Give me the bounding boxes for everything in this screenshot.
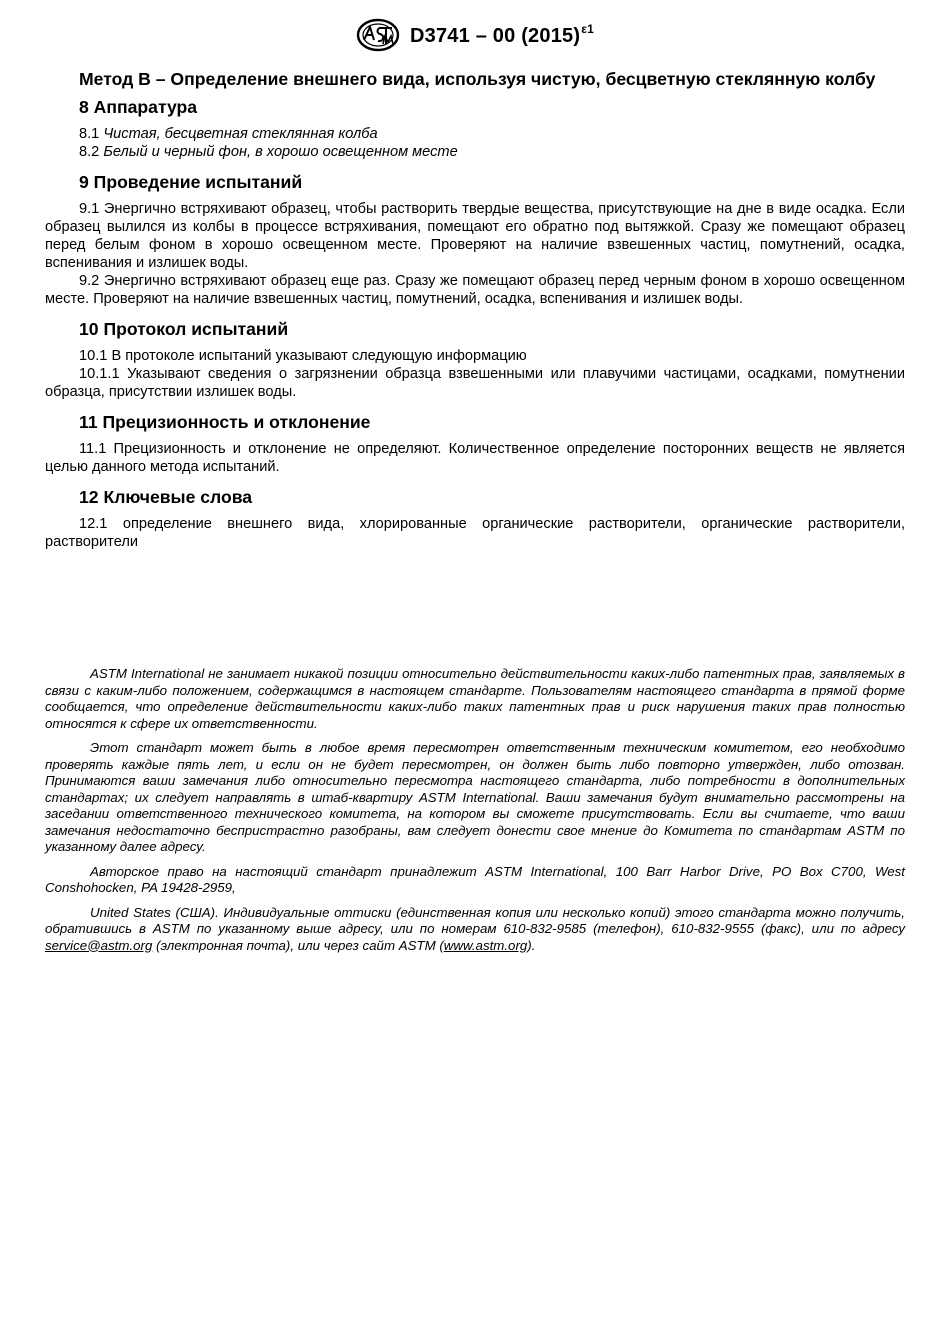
paragraph-9-2: 9.2 Энергично встряхивают образец еще раз. Сразу же помещают образец перед черным фоном в хорошо освещенном месте. Проверяют на наличие взвешенных частиц, помутнений, осадка, вспенивания и излишек воды. (45, 273, 905, 307)
reprints-notice (45, 905, 905, 955)
copyright-notice: Авторское право на настоящий стандарт принадлежит ASTM International, 100 Barr Harbor Drive, PO Box C700, West Conshohocken, PA 19428-2959, (45, 863, 905, 895)
revision-notice: Этот стандарт может быть в любое время пересмотрен ответственным техническим комитетом, его необходимо проверять каждые пять лет, и если он не будет пересмотрен, он должен быть либо повторно утвержден, либо отозван. Принимаются ваши замечания либо относительно пересмотра настоящего стандарта, либо потребности в дополнительных стандартах; их следует направлять в штаб-квартиру ASTM International. Ваши замечания будут внимательно рассмотрены на заседании ответственного технического комитета, на котором вы сможете присутствовать. Если вы считаете, что ваши замечания недостаточно беспристрастно разобраны, вам следует донести свое мнение до Комитета по стандартам ASTM по указанному далее адресу. (45, 740, 905, 854)
patent-notice: ASTM International не занимает никакой позиции относительно действительности каких-либо патентных прав, заявляемых в связи с каким-либо положением, содержащимся в настоящем стандарте. Пользователям настоящего стандарта в прямой форме сообщается, что определение действительности каких-либо таких патентных прав и риск нарушения таких прав полностью относятся к сфере их ответственности. (45, 666, 905, 731)
item-number: 8.1 (79, 126, 100, 142)
section-heading-11: 11 Прецизионность и отклонение (79, 412, 371, 432)
paragraph-10-1: 10.1 В протоколе испытаний указывают следующую информацию (79, 348, 527, 364)
astm-logo-icon (356, 18, 400, 52)
website-link[interactable]: www.astm.org (443, 937, 528, 953)
paragraph-12-1: 12.1 определение внешнего вида, хлорированные органические растворители, органические растворители, растворители (45, 516, 905, 550)
epsilon-superscript: ε1 (581, 22, 594, 36)
list-item-8-2 (45, 143, 905, 161)
paragraph-10-1-1: 10.1.1 Указывают сведения о загрязнении образца взвешенными или плавучими частицами, осадками, помутнении образца, присутствии излишек воды. (45, 366, 905, 400)
item-text: Чистая, бесцветная стеклянная колба (103, 126, 378, 142)
astm-notices (45, 666, 905, 962)
item-number: 8.2 (79, 144, 100, 160)
item-text: Белый и черный фон, в хорошо освещенном месте (103, 144, 458, 160)
paragraph-11-1: 11.1 Прецизионность и отклонение не определяют. Количественное определение посторонних веществ не является целью данного метода испытаний. (45, 441, 905, 475)
page-header (0, 18, 950, 58)
designation (410, 22, 594, 48)
reprints-text-end: ). (527, 937, 536, 953)
main-content (45, 68, 905, 551)
method-title: Метод В – Определение внешнего вида, используя чистую, бесцветную стеклянную колбу (79, 69, 876, 89)
list-item-8-1 (45, 125, 905, 143)
designation-text: D3741 – 00 (2015) (410, 25, 581, 47)
section-heading-9: 9 Проведение испытаний (79, 172, 303, 192)
email-link[interactable]: service@astm.org (45, 937, 153, 953)
section-heading-8: 8 Аппаратура (79, 97, 198, 117)
reprints-text-middle: (электронная почта), или через сайт ASTM ( (156, 937, 444, 953)
paragraph-9-1: 9.1 Энергично встряхивают образец, чтобы растворить твердые вещества, присутствующие на дне в виде осадка. Если образец вылился из колбы в процессе встряхивания, помещают его обратно под вытяжкой. Сразу же помещают образец перед белым фоном в хорошо освещенном месте. Проверяют на наличие взвешенных частиц, помутнений, осадка, вспенивания и излишек воды. (45, 201, 905, 271)
section-heading-12: 12 Ключевые слова (79, 487, 253, 507)
section-heading-10: 10 Протокол испытаний (79, 319, 289, 339)
reprints-text: United States (США). Индивидуальные оттиски (единственная копия или несколько копий) этого стандарта можно получить, обратившись в ASTM по указанному выше адресу, или по номерам 610-832-9585 (телефон), 610-832-9555 (факс), или по адресу (45, 904, 905, 936)
